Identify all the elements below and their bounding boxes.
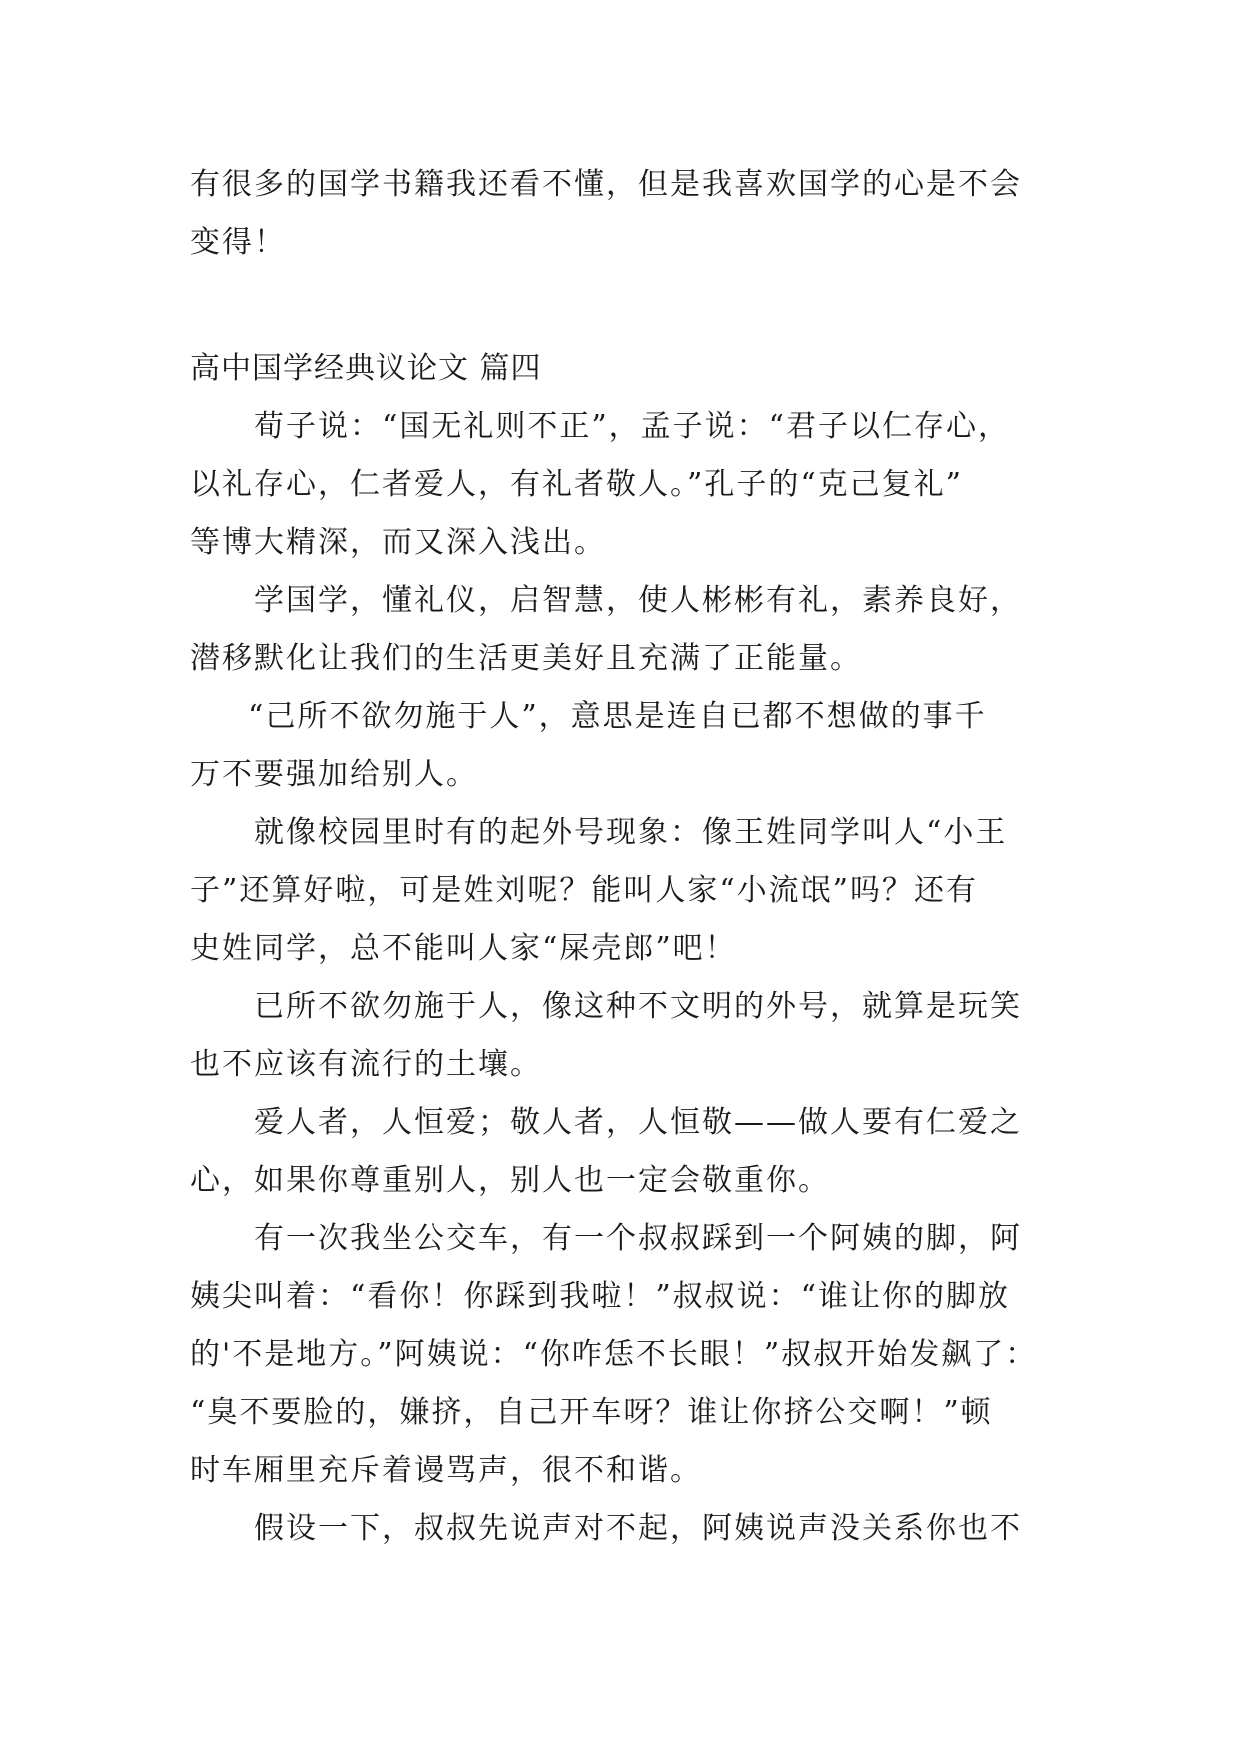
paragraph-line: 有一次我坐公交车，有一个叔叔踩到一个阿姨的脚，阿 bbox=[254, 1221, 1022, 1256]
paragraph-line: 学国学，懂礼仪，启智慧，使人彬彬有礼，素养良好， bbox=[254, 583, 1022, 618]
section-title: 高中国学经典议论文 篇四 bbox=[190, 351, 542, 386]
paragraph-line: 已所不欲勿施于人，像这种不文明的外号，就算是玩笑 bbox=[254, 989, 1022, 1024]
paragraph-line: 等博大精深，而又深入浅出。 bbox=[190, 525, 606, 560]
paragraph bbox=[190, 1094, 1070, 1210]
paragraph-line: 也不应该有流行的土壤。 bbox=[190, 1047, 542, 1082]
paragraph bbox=[190, 398, 1070, 572]
paragraph bbox=[190, 572, 1070, 688]
paragraph bbox=[190, 1500, 1070, 1558]
paragraph bbox=[190, 1210, 1070, 1500]
section-gap bbox=[190, 272, 1070, 340]
paragraph-line: “臭不要脸的，嫌挤，自己开车呀？谁让你挤公交啊！”顿 bbox=[190, 1395, 993, 1430]
paragraph bbox=[190, 688, 1070, 804]
paragraph-line: 万不要强加给别人。 bbox=[190, 757, 478, 792]
paragraph-line: 以礼存心，仁者爱人，有礼者敬人。”孔子的“克己复礼” bbox=[190, 467, 964, 502]
paragraph-line: 时车厢里充斥着谩骂声，很不和谐。 bbox=[190, 1453, 702, 1488]
paragraph-line: 子”还算好啦，可是姓刘呢？能叫人家“小流氓”吗？还有 bbox=[190, 873, 979, 908]
paragraph-line: 心，如果你尊重别人，别人也一定会敬重你。 bbox=[190, 1163, 830, 1198]
paragraph bbox=[190, 804, 1070, 978]
document-body bbox=[190, 156, 1070, 1558]
paragraph-line: 爱人者，人恒爱；敬人者，人恒敬——做人要有仁爱之 bbox=[254, 1105, 1022, 1140]
paragraph-line: 史姓同学，总不能叫人家“屎壳郎”吧！ bbox=[190, 931, 737, 966]
paragraph-line: 荀子说：“国无礼则不正”，孟子说：“君子以仁存心， bbox=[254, 409, 1011, 444]
paragraph bbox=[190, 978, 1070, 1094]
paragraph-line: 假设一下，叔叔先说声对不起，阿姨说声没关系你也不 bbox=[254, 1511, 1022, 1546]
intro-line: 有很多的国学书籍我还看不懂，但是我喜欢国学的心是不会 bbox=[190, 167, 1022, 202]
intro-line: 变得！ bbox=[190, 225, 286, 260]
paragraph-line: 潜移默化让我们的生活更美好且充满了正能量。 bbox=[190, 641, 862, 676]
paragraph-line: “己所不欲勿施于人”，意思是连自已都不想做的事千 bbox=[248, 699, 987, 734]
paragraph-line: 姨尖叫着：“看你！你踩到我啦！”叔叔说：“谁让你的脚放 bbox=[190, 1279, 1011, 1314]
paragraph-line: 就像校园里时有的起外号现象：像王姓同学叫人“小王 bbox=[254, 815, 1008, 850]
paragraph-line: 的'不是地方。”阿姨说：“你咋恁不长眼！”叔叔开始发飙了： bbox=[190, 1337, 1038, 1372]
